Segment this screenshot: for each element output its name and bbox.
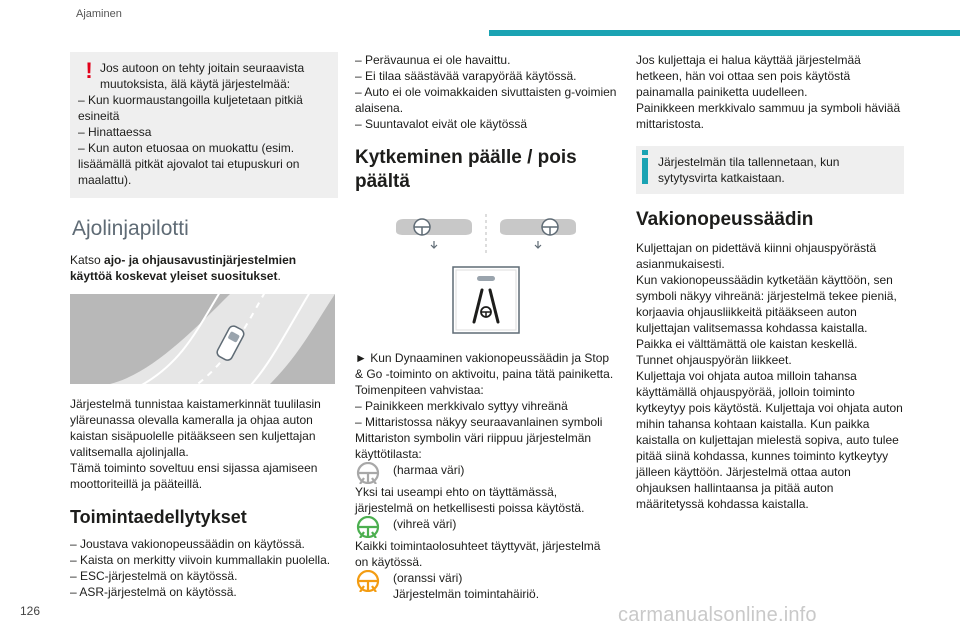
heading-vakionopeussaadin: Vakionopeussäädin	[636, 209, 814, 230]
condition-item: – Auto ei ole voimakkaiden sivuttaisten g-voimien alaisena.	[355, 85, 617, 115]
warning-box	[70, 52, 338, 198]
header-rule	[489, 30, 960, 36]
steering-wheel-left-icon	[394, 217, 474, 251]
off-text: Jos kuljettaja ei halua käyttää järjestelmää hetkeen, hän voi ottaa sen pois käytöstä painamalla painiketta uudelleen.	[636, 53, 861, 99]
state-text: Järjestelmän toimintahäiriö.	[393, 587, 540, 601]
condition-item: – Ei tilaa säästävää varapyörää käytössä.	[355, 69, 577, 83]
instruction-text: ► Kun Dynaaminen vakionopeussäädin ja Stop & Go -toiminto on aktivoitu, paina tätä painiketta.	[355, 351, 614, 381]
state-orange	[355, 570, 617, 602]
warning-intro: Jos autoon on tehty joitain seuraavista muutoksista, älä käytä järjestelmää:	[100, 61, 305, 91]
steering-wheel-green-icon	[355, 516, 381, 538]
column-1	[70, 52, 338, 600]
lane-positioning-button[interactable]	[452, 266, 520, 334]
column-3	[636, 52, 904, 512]
confirm-line: – Painikkeen merkkivalo syttyy vihreänä	[355, 399, 568, 413]
state-grey	[355, 462, 617, 484]
confirm-line: Toimenpiteen vahvistaa:	[355, 383, 484, 397]
recommendation-text: Katso ajo- ja ohjausavustinjärjestelmien käyttöä koskevat yleiset suositukset.	[70, 253, 297, 283]
column-2	[355, 52, 617, 602]
warning-icon: !	[85, 58, 93, 83]
state-green	[355, 516, 617, 538]
condition-item: – Suuntavalot eivät ole käytössä	[355, 117, 528, 131]
body-line: Kuljettajan on pidettävä kiinni ohjauspyörästä asianmukaisesti.	[636, 241, 877, 271]
description-para: Järjestelmä tunnistaa kaistamerkinnät tuulilasin yläreunassa olevalla kameralla ja ohjaa auton kaistan sisäpuolelle pitääkseen sen kuljettajan valitsemalla ajolinjalla.	[70, 397, 321, 459]
info-box	[636, 146, 904, 194]
steering-wheel-right-icon	[498, 217, 578, 251]
steering-wheel-grey-icon	[355, 462, 381, 484]
state-text: Yksi tai useampi ehto on täyttämässä, järjestelmä on hetkellisesti poissa käytöstä.	[355, 485, 585, 515]
steering-controls-illustration	[355, 214, 617, 254]
confirm-line: Mittariston symbolin väri riippuu järjestelmän käyttötilasta:	[355, 431, 592, 461]
info-icon	[642, 158, 648, 184]
off-text: Painikkeen merkkivalo sammuu ja symboli häviää mittaristosta.	[636, 101, 901, 131]
watermark: carmanualsonline.info	[618, 604, 817, 626]
condition-item: – Joustava vakionopeussäädin on käytössä.	[70, 537, 305, 551]
page-number: 126	[20, 604, 41, 618]
lane-illustration	[70, 294, 335, 384]
warning-item: – Kun kuormaustangoilla kuljetetaan pitkiä esineitä	[78, 93, 303, 123]
condition-item: – Perävaunua ei ole havaittu.	[355, 53, 511, 67]
condition-item: – ESC-järjestelmä on käytössä.	[70, 569, 238, 583]
state-label: (oranssi väri)	[393, 571, 463, 585]
confirm-line: – Mittaristossa näkyy seuraavanlainen symboli	[355, 415, 603, 429]
description-para: Tämä toiminto soveltuu ensi sijassa ajamiseen moottoriteillä ja pääteillä.	[70, 461, 318, 491]
heading-kytkeminen: Kytkeminen päälle / pois päältä	[355, 147, 577, 192]
condition-item: – Kaista on merkitty viivoin kummallakin puolella.	[70, 553, 331, 567]
heading-toimintaedellytykset: Toimintaedellytykset	[70, 507, 247, 527]
recommendation-bold: ajo- ja ohjausavustinjärjestelmien käyttöä koskevat yleiset suositukset	[70, 253, 297, 283]
body-line: Kuljettaja voi ohjata autoa milloin tahansa käyttämällä ohjauspyörää, jolloin toiminto kytkeytyy pois käytöstä. Kuljettaja voi ohjata auton mihin tahansa kohtaan kaistalla. Kun paikka kaistalla on kuljettajan mielestä sopiva, auto tulee pitää siinä kohdassa, kunnes toiminto kytkeytyy jälleen käyttöön. Järjestelmä ottaa auton ohjauksen hallintaansa ja pitää auton määritetyssä kohdassa kaistalla.	[636, 369, 903, 511]
body-line: Paikka ei välttämättä ole kaistan keskellä.	[636, 337, 858, 351]
state-label: (harmaa väri)	[393, 463, 465, 477]
info-text: Järjestelmän tila tallennetaan, kun sytytysvirta katkaistaan.	[658, 155, 840, 185]
state-label: (vihreä väri)	[393, 517, 457, 531]
body-line: Tunnet ohjauspyörän liikkeet.	[636, 353, 792, 367]
body-line: Kun vakionopeussäädin kytketään käyttöön, sen symboli näkyy vihreänä: järjestelmä tekee pieniä, korjaavia ohjausliikkeitä pitääkseen auton kuljettajan valitsemassa kohdassa kaistalla.	[636, 273, 897, 335]
steering-wheel-orange-icon	[355, 570, 381, 592]
section-label: Ajaminen	[76, 8, 122, 20]
warning-item: – Kun auton etuosaa on muokattu (esim. lisäämällä pitkät ajovalot tai etupuskuri on maalattu).	[78, 141, 300, 187]
warning-item: – Hinattaessa	[78, 125, 152, 139]
condition-item: – ASR-järjestelmä on käytössä.	[70, 585, 237, 599]
divider-line	[484, 214, 488, 254]
heading-ajolinjapilotti: Ajolinjapilotti	[72, 217, 189, 240]
state-text: Kaikki toimintaolosuhteet täyttyvät, järjestelmä on käytössä.	[355, 539, 601, 569]
